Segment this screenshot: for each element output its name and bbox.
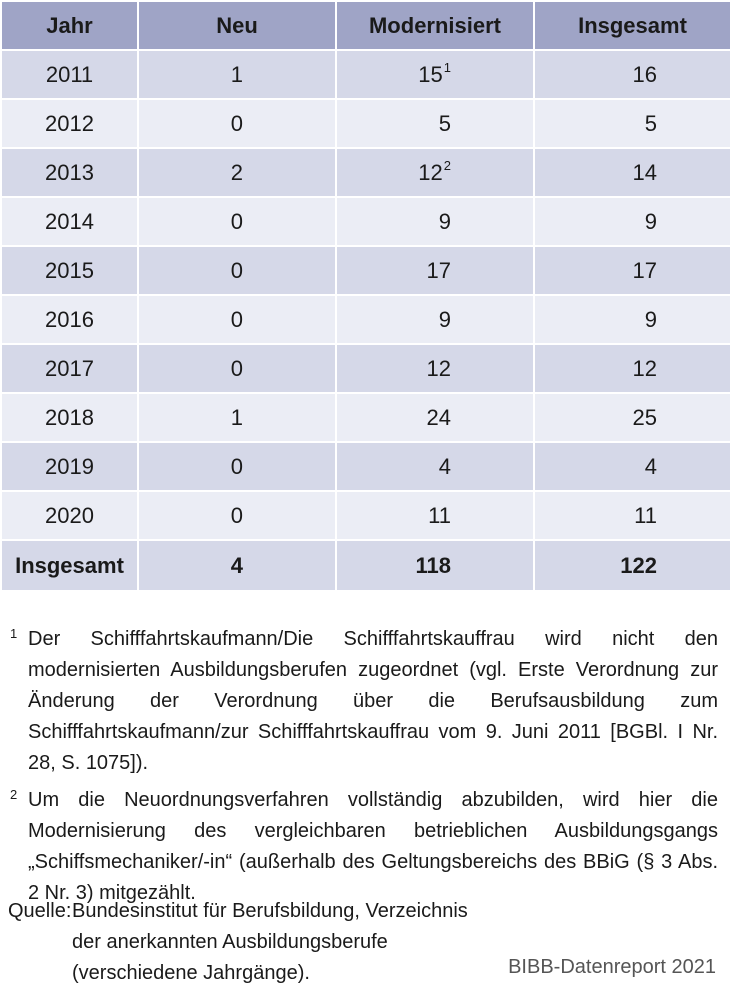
modernisiert-cell-value: 12: [418, 159, 443, 185]
footnote-mark: 1: [10, 626, 18, 641]
table-row: [1, 442, 730, 491]
table-row: [1, 491, 730, 540]
year-cell: [1, 442, 138, 491]
neu-cell: [138, 50, 336, 99]
modernisiert-cell-value: 15: [418, 61, 443, 87]
insgesamt-cell: [534, 99, 730, 148]
insgesamt-cell-value: 11: [634, 502, 657, 528]
neu-cell-value: 0: [230, 453, 243, 479]
table-row: [1, 99, 730, 148]
insgesamt-cell: [534, 393, 730, 442]
header-row: [1, 1, 730, 50]
insgesamt-cell: [534, 197, 730, 246]
table-row: [1, 246, 730, 295]
footnote-reference: 1: [443, 59, 451, 75]
table-row: [1, 295, 730, 344]
report-credit: BIBB-Datenreport 2021: [508, 956, 716, 978]
neu-cell-value: 0: [230, 257, 243, 283]
neu-cell: [138, 99, 336, 148]
total-neu: 4: [138, 540, 336, 591]
insgesamt-cell-value: 4: [644, 453, 657, 479]
table-row: [1, 197, 730, 246]
year-cell-value: 2015: [45, 257, 94, 283]
footnote-text: Um die Neuordnungsverfahren vollständig abzubilden, wird hier die Modernisierung des vergleichbaren betrieblichen Ausbildungsgangs „Schiffsmechaniker/-in“ (außerhalb des Geltungsbereichs des BBiG (§ 3 Abs. 2 Nr. 3) mitgezählt.: [28, 789, 718, 904]
modernisiert-cell: [336, 491, 534, 540]
year-cell-value: 2019: [45, 453, 94, 479]
insgesamt-cell-value: 12: [632, 355, 657, 381]
modernisiert-cell-value: 24: [426, 404, 451, 430]
modernisiert-cell: [336, 393, 534, 442]
modernisiert-cell-value: 5: [438, 110, 451, 136]
footnote-reference: 2: [443, 157, 451, 173]
header-jahr: Jahr: [1, 1, 138, 50]
footnote-2: [8, 785, 718, 909]
modernisiert-cell: [336, 246, 534, 295]
neu-cell-value: 0: [230, 502, 243, 528]
year-cell: [1, 491, 138, 540]
insgesamt-cell: [534, 246, 730, 295]
source-label: Quelle:: [8, 900, 72, 922]
insgesamt-cell-value: 9: [644, 306, 657, 332]
footnote-mark: 2: [10, 787, 18, 802]
neu-cell-value: 1: [230, 404, 243, 430]
year-cell-value: 2012: [45, 110, 94, 136]
modernisiert-cell-value: 12: [426, 355, 451, 381]
source-text: Bundesinstitut für Berufsbildung, Verzeichnis der anerkannten Ausbildungsberufe (verschiedene Jahrgänge).: [72, 900, 468, 984]
year-cell: [1, 295, 138, 344]
footnote-text: Der Schifffahrtskaufmann/Die Schifffahrtskauffrau wird nicht den modernisierten Ausbildungsberufen zugeordnet (vgl. Erste Verordnung zur Änderung der Verordnung über die Berufsausbildung zum Schifffahrtskaufmann/zur Schifffahrtskauffrau vom 9. Juni 2011 [BGBl. I Nr. 28, S. 1075]).: [28, 628, 718, 774]
modernisiert-cell: [336, 50, 534, 99]
modernisiert-cell-value: 11: [428, 502, 451, 528]
neu-cell: [138, 344, 336, 393]
insgesamt-cell: [534, 50, 730, 99]
table-row: [1, 148, 730, 197]
insgesamt-cell-value: 17: [632, 257, 657, 283]
year-cell: [1, 50, 138, 99]
neu-cell-value: 0: [230, 355, 243, 381]
insgesamt-cell-value: 5: [644, 110, 657, 136]
modernisiert-cell-value: 17: [426, 257, 451, 283]
neu-cell: [138, 393, 336, 442]
year-cell-value: 2020: [45, 502, 94, 528]
modernisiert-cell-value: 9: [438, 208, 451, 234]
total-modernisiert: 118: [336, 540, 534, 591]
neu-cell: [138, 197, 336, 246]
table-row: [1, 50, 730, 99]
neu-cell: [138, 246, 336, 295]
modernisiert-cell-value: 9: [438, 306, 451, 332]
neu-cell-value: 0: [230, 110, 243, 136]
insgesamt-cell-value: 9: [644, 208, 657, 234]
year-cell-value: 2018: [45, 404, 94, 430]
modernisiert-cell: [336, 197, 534, 246]
neu-cell: [138, 295, 336, 344]
header-neu: Neu: [138, 1, 336, 50]
year-cell-value: 2017: [45, 355, 94, 381]
neu-cell-value: 1: [230, 61, 243, 87]
year-cell-value: 2013: [45, 159, 94, 185]
total-label: Insgesamt: [1, 540, 138, 591]
header-modernisiert: Modernisiert: [336, 1, 534, 50]
neu-cell-value: 0: [230, 306, 243, 332]
year-cell-value: 2014: [45, 208, 94, 234]
year-cell: [1, 197, 138, 246]
year-cell: [1, 148, 138, 197]
footnote-1: [8, 624, 718, 779]
year-cell-value: 2016: [45, 306, 94, 332]
modernisiert-cell: [336, 99, 534, 148]
neu-cell: [138, 491, 336, 540]
year-cell: [1, 99, 138, 148]
footnotes: [8, 624, 718, 915]
insgesamt-cell-value: 25: [632, 404, 657, 430]
modernisiert-cell: [336, 295, 534, 344]
modernisiert-cell: [336, 148, 534, 197]
year-cell: [1, 393, 138, 442]
modernisiert-cell: [336, 442, 534, 491]
year-cell: [1, 344, 138, 393]
modernisiert-cell: [336, 344, 534, 393]
insgesamt-cell-value: 14: [632, 159, 657, 185]
header-insgesamt: Insgesamt: [534, 1, 730, 50]
table-row: [1, 344, 730, 393]
insgesamt-cell-value: 16: [632, 61, 657, 87]
neu-cell: [138, 442, 336, 491]
year-cell-value: 2011: [45, 61, 94, 87]
total-insgesamt: 122: [534, 540, 730, 591]
insgesamt-cell: [534, 491, 730, 540]
insgesamt-cell: [534, 295, 730, 344]
year-cell: [1, 246, 138, 295]
insgesamt-cell: [534, 442, 730, 491]
modernisiert-cell-value: 4: [438, 453, 451, 479]
total-row: [1, 540, 730, 591]
insgesamt-cell: [534, 148, 730, 197]
table-row: [1, 393, 730, 442]
neu-cell: [138, 148, 336, 197]
neu-cell-value: 2: [230, 159, 243, 185]
source-note: [8, 896, 502, 989]
neu-cell-value: 0: [230, 208, 243, 234]
insgesamt-cell: [534, 344, 730, 393]
